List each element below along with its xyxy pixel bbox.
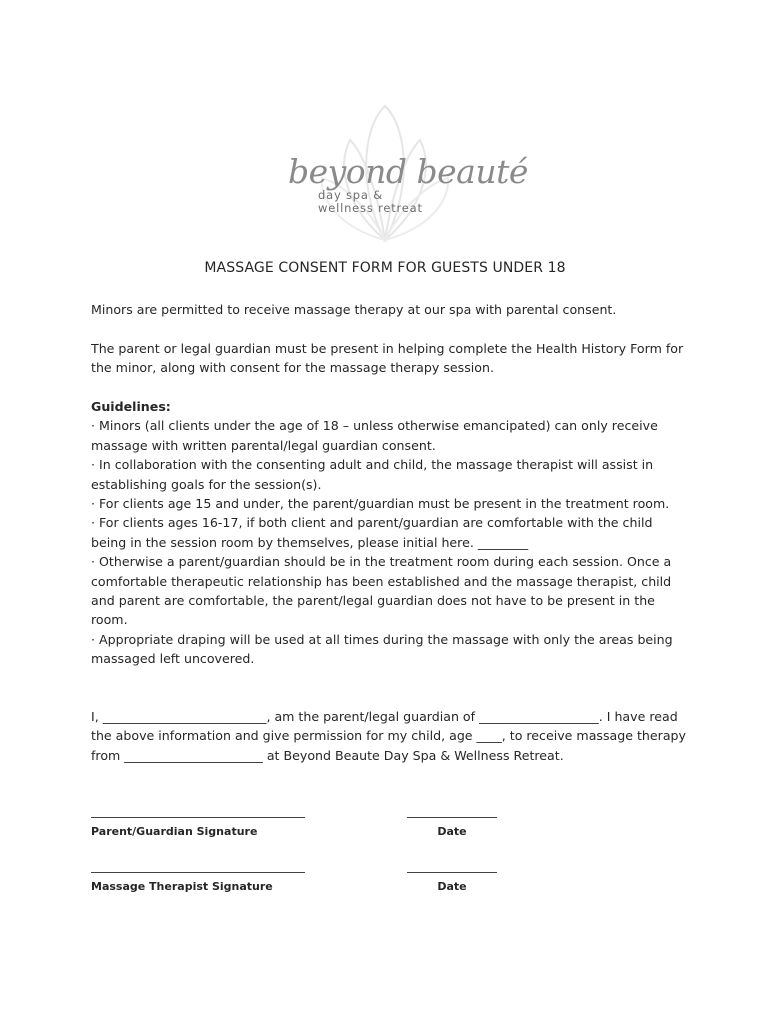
parent-signature-line[interactable] <box>91 803 305 818</box>
guideline-item: · Minors (all clients under the age of 18 – unless otherwise emancipated) can only receive massage with written parental/legal guardian consent. <box>91 418 658 453</box>
logo-script-text: beyond beauté <box>288 152 528 191</box>
guideline-item: · Otherwise a parent/guardian should be in the treatment room during each session. Once a comfortable therapeutic relationship has been established and the massage therapist, child and parent are comfortable, the parent/legal guardian does not have to be present in the room. <box>91 554 672 628</box>
guideline-item: · In collaboration with the consenting adult and child, the massage therapist will assist in establishing goals for the session(s). <box>91 457 654 492</box>
parent-signature-block <box>91 803 305 838</box>
therapist-date-block <box>407 858 497 893</box>
guideline-item[interactable]: · For clients ages 16-17, if both client and parent/guardian are comfortable with the child being in the session room by themselves, please initial here. ________ <box>91 515 653 550</box>
spa-logo <box>280 100 528 245</box>
therapist-date-line[interactable] <box>407 858 497 873</box>
consent-statement[interactable]: I, __________________________, am the parent/legal guardian of ___________________. I have read the above information and give permission for my child, age ____, to receive massage therapy from ______________________ at Beyond Beaute Day Spa & Wellness Retreat. <box>91 709 687 763</box>
guidelines-heading: Guidelines: <box>91 399 171 414</box>
therapist-signature-line[interactable] <box>91 858 305 873</box>
guidelines-section <box>91 397 691 669</box>
guideline-item: · For clients age 15 and under, the parent/guardian must be present in the treatment room. <box>91 496 670 512</box>
parent-date-block <box>407 803 497 838</box>
parent-signature-label: Parent/Guardian Signature <box>91 825 258 838</box>
logo-subtitle-line1: day spa & <box>318 188 383 202</box>
intro-paragraph: Minors are permitted to receive massage therapy at our spa with parental consent. <box>91 302 617 317</box>
guideline-item: · Appropriate draping will be used at all times during the massage with only the areas being massaged left uncovered. <box>91 631 673 667</box>
therapist-date-label: Date <box>437 880 467 893</box>
parent-date-line[interactable] <box>407 803 497 818</box>
therapist-signature-label: Massage Therapist Signature <box>91 880 273 893</box>
page-title: MASSAGE CONSENT FORM FOR GUESTS UNDER 18 <box>204 260 566 276</box>
parent-date-label: Date <box>437 825 467 838</box>
therapist-signature-block <box>91 858 305 893</box>
logo-subtitle-line2: wellness retreat <box>318 201 423 215</box>
parent-note-paragraph: The parent or legal guardian must be present in helping complete the Health History Form for the minor, along with consent for the massage therapy session. <box>91 341 684 376</box>
